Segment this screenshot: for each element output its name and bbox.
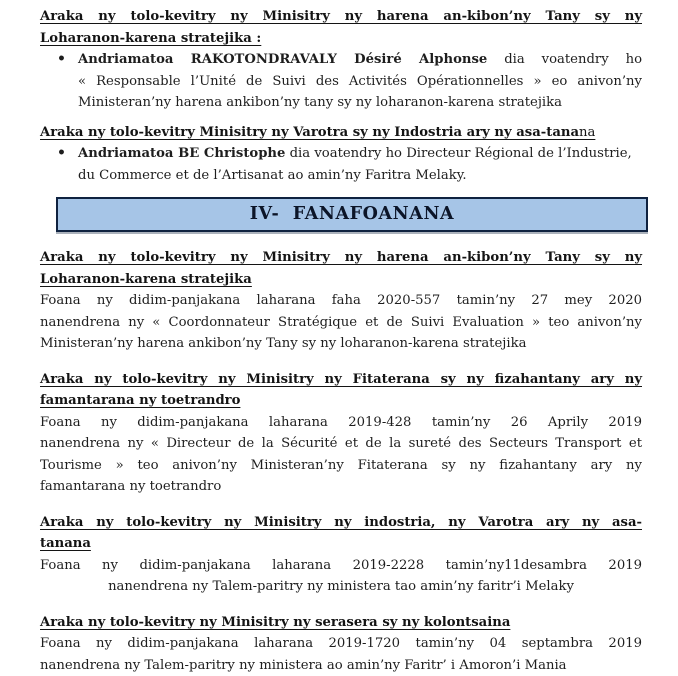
bullet-line: « Responsable l’Unité de Suivi des Activités Opérationnelles » eo anivon’ny [78, 71, 642, 93]
heading-line: Araka ny tolo-kevitry ny Minisitry ny indostria, ny Varotra ary ny asa- [40, 512, 642, 534]
heading-industry-revocation [40, 512, 642, 555]
heading-line: famantarana ny toetrandro [40, 390, 642, 412]
bullet-icon: • [57, 143, 66, 165]
heading-line: Loharanon-karena stratejika [40, 269, 642, 291]
bullet-line: du Commerce et de l’Artisanat ao amin’ny Faritra Melaky. [78, 165, 642, 187]
banner-label: IV- FANAFOANANA [250, 204, 454, 226]
body-line: Tourisme » teo anivon’ny Ministeran’ny Fitaterana sy ny fizahantany ary ny [40, 455, 642, 477]
bullet-line: Andriamatoa RAKOTONDRAVALY Désiré Alphonse dia voatendry ho [78, 49, 642, 71]
heading-line: Araka ny tolo-kevitry ny Minisitry ny serasera sy ny kolontsaina [40, 612, 642, 634]
bullet-icon: • [57, 49, 66, 71]
person-name: Andriamatoa RAKOTONDRAVALY Désiré Alphonse [78, 52, 487, 67]
body-paragraph-culture [40, 633, 642, 676]
heading-line: Araka ny tolo-kevitry ny Minisitry ny harena an-kibon’ny Tany sy ny [40, 6, 642, 28]
body-line: famantarana ny toetrandro [40, 476, 642, 498]
person-name: Andriamatoa BE Christophe [78, 146, 285, 161]
body-line: Foana ny didim-panjakana laharana 2019-428 tamin’ny 26 Aprily 2019 [40, 412, 642, 434]
bullet-line: Ministeran’ny harena ankibon’ny tany sy ny loharanon-karena stratejika [78, 92, 642, 114]
body-line: Ministeran’ny harena ankibon’ny Tany sy ny loharanon-karena stratejika [40, 333, 642, 355]
body-line: nanendrena ny Talem-paritry ny ministera ao amin’ny Faritr’ i Amoron’i Mania [40, 655, 642, 676]
heading-mines-revocation [40, 247, 642, 290]
bullet-item-rakotondravaly [40, 49, 642, 114]
body-line: nanendrena ny Talem-paritry ny ministera tao amin’ny faritr’i Melaky [40, 576, 642, 598]
heading-line: Loharanon-karena stratejika : [40, 28, 642, 50]
body-paragraph-mines [40, 290, 642, 355]
heading-line: Araka ny tolo-kevitry ny Minisitry ny Fitaterana sy ny fizahantany ary ny [40, 369, 642, 391]
bullet-item-be-christophe [40, 143, 642, 186]
body-line: nanendrena ny « Directeur de la Sécurité et de la sureté des Secteurs Transport et [40, 433, 642, 455]
heading-culture-revocation [40, 612, 642, 634]
heading-line: Araka ny tolo-kevitry ny Minisitry ny harena an-kibon’ny Tany sy ny [40, 247, 642, 269]
body-line: nanendrena ny « Coordonnateur Stratégique et de Suivi Evaluation » teo anivon’ny [40, 312, 642, 334]
body-paragraph-industry [40, 555, 642, 598]
body-line: Foana ny didim-panjakana laharana faha 2020-557 tamin’ny 27 mey 2020 [40, 290, 642, 312]
body-line: Foana ny didim-panjakana laharana 2019-2228 tamin’ny11desambra 2019 [40, 555, 642, 577]
body-paragraph-transport [40, 412, 642, 498]
heading-commerce-appointment [40, 122, 642, 144]
section-banner [56, 197, 648, 232]
heading-line: tanana [40, 533, 642, 555]
heading-line: Araka ny tolo-kevitry Minisitry ny Varotra sy ny Indostria ary ny asa-tanana [40, 122, 642, 144]
heading-transport-revocation [40, 369, 642, 412]
bullet-line: Andriamatoa BE Christophe dia voatendry ho Directeur Régional de l’Industrie, [78, 143, 642, 165]
heading-mines-appointment [40, 6, 642, 49]
body-line: Foana ny didim-panjakana laharana 2019-1720 tamin’ny 04 septambra 2019 [40, 633, 642, 655]
